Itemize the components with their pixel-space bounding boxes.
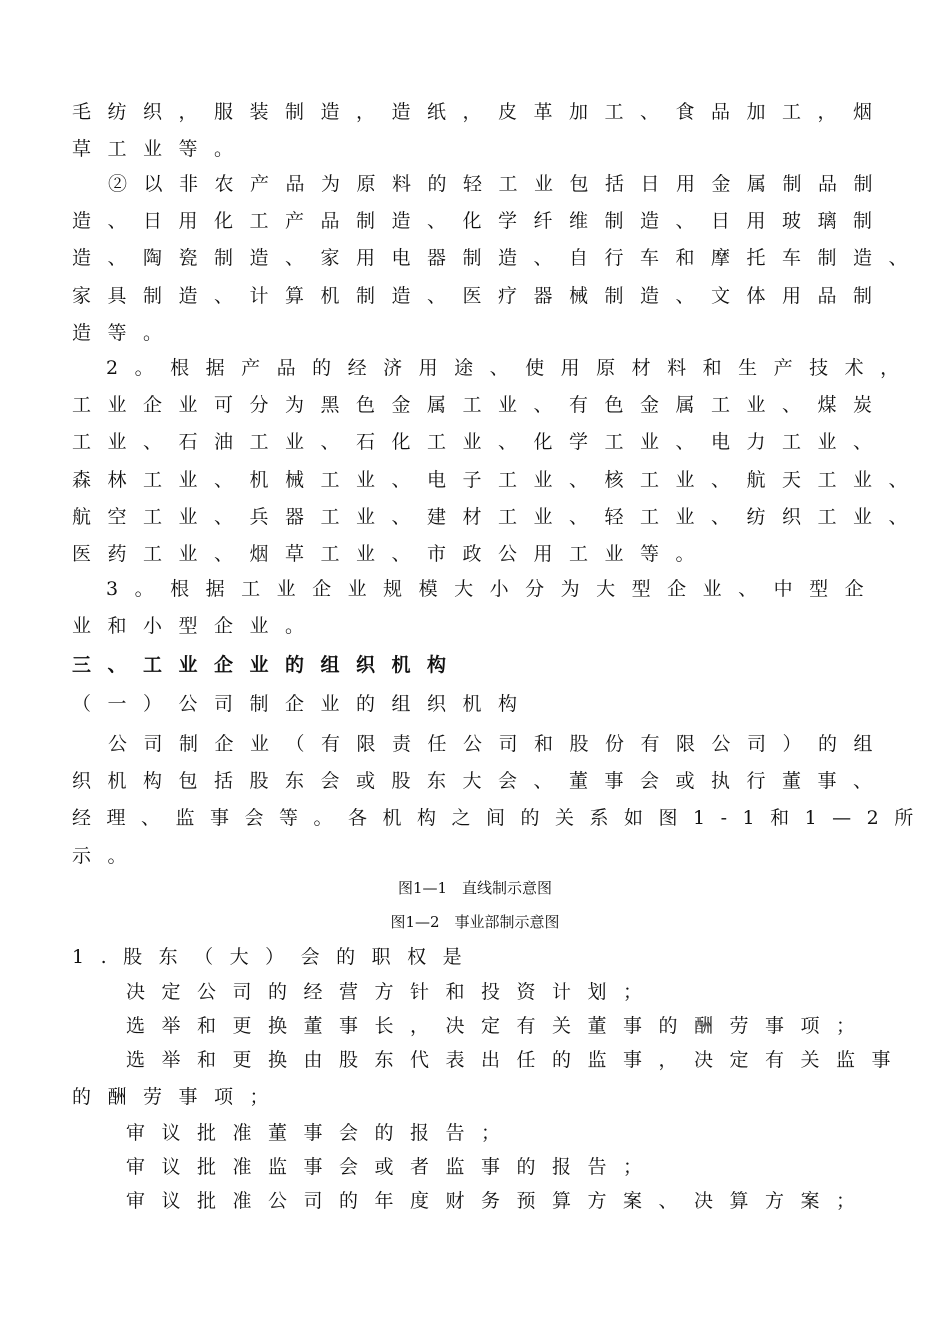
list-heading: 1.股东（大）会的职权是 xyxy=(72,946,479,968)
subsection-heading: （一）公司制企业的组织机构 xyxy=(72,693,534,715)
text-line: 家具制造、计算机制造、医疗器械制造、文体用品制 xyxy=(72,285,889,307)
text-line: 3。根据工业企业规模大小分为大型企业、中型企 xyxy=(106,578,881,600)
text-line: 造等。 xyxy=(72,322,179,344)
text-line: 2。根据产品的经济用途、使用原材料和生产技术， xyxy=(106,357,916,379)
list-item: 审议批准公司的年度财务预算方案、决算方案； xyxy=(126,1190,872,1212)
section-heading: 三、工业企业的组织机构 xyxy=(72,654,463,676)
text-line: 工业、石油工业、石化工业、化学工业、电力工业、 xyxy=(72,431,889,453)
text-line: 航空工业、兵器工业、建材工业、轻工业、纺织工业、 xyxy=(72,506,925,528)
text-line: 经理、监事会等。各机构之间的关系如图1-1和1—2所 xyxy=(72,807,929,829)
text-line: 造、日用化工产品制造、化学纤维制造、日用玻璃制 xyxy=(72,210,889,232)
figure-caption: 图1—2 事业部制示意图 xyxy=(390,913,560,931)
text-line: 医药工业、烟草工业、市政公用工业等。 xyxy=(72,543,712,565)
text-line: 示。 xyxy=(72,845,144,867)
list-item: 决定公司的经营方针和投资计划； xyxy=(126,981,659,1003)
figure-caption: 图1—1 直线制示意图 xyxy=(397,879,553,897)
text-line: ②以非农产品为原料的轻工业包括日用金属制品制 xyxy=(108,173,890,195)
list-item: 选举和更换董事长，决定有关董事的酬劳事项； xyxy=(126,1015,872,1037)
list-item: 选举和更换由股东代表出任的监事，决定有关监事 xyxy=(126,1049,908,1071)
text-line: 草工业等。 xyxy=(72,138,250,160)
text-line: 工业企业可分为黑色金属工业、有色金属工业、煤炭 xyxy=(72,394,889,416)
text-line: 毛纺织，服装制造，造纸，皮革加工、食品加工，烟 xyxy=(72,101,889,123)
list-item: 审议批准董事会的报告； xyxy=(126,1122,517,1144)
list-item: 审议批准监事会或者监事的报告； xyxy=(126,1156,659,1178)
text-line: 业和小型企业。 xyxy=(72,615,321,637)
list-item: 的酬劳事项； xyxy=(72,1086,286,1108)
text-line: 公司制企业（有限责任公司和股份有限公司）的组 xyxy=(108,733,890,755)
text-line: 织机构包括股东会或股东大会、董事会或执行董事、 xyxy=(72,770,889,792)
text-line: 造、陶瓷制造、家用电器制造、自行车和摩托车制造、 xyxy=(72,247,925,269)
text-line: 森林工业、机械工业、电子工业、核工业、航天工业、 xyxy=(72,469,925,491)
